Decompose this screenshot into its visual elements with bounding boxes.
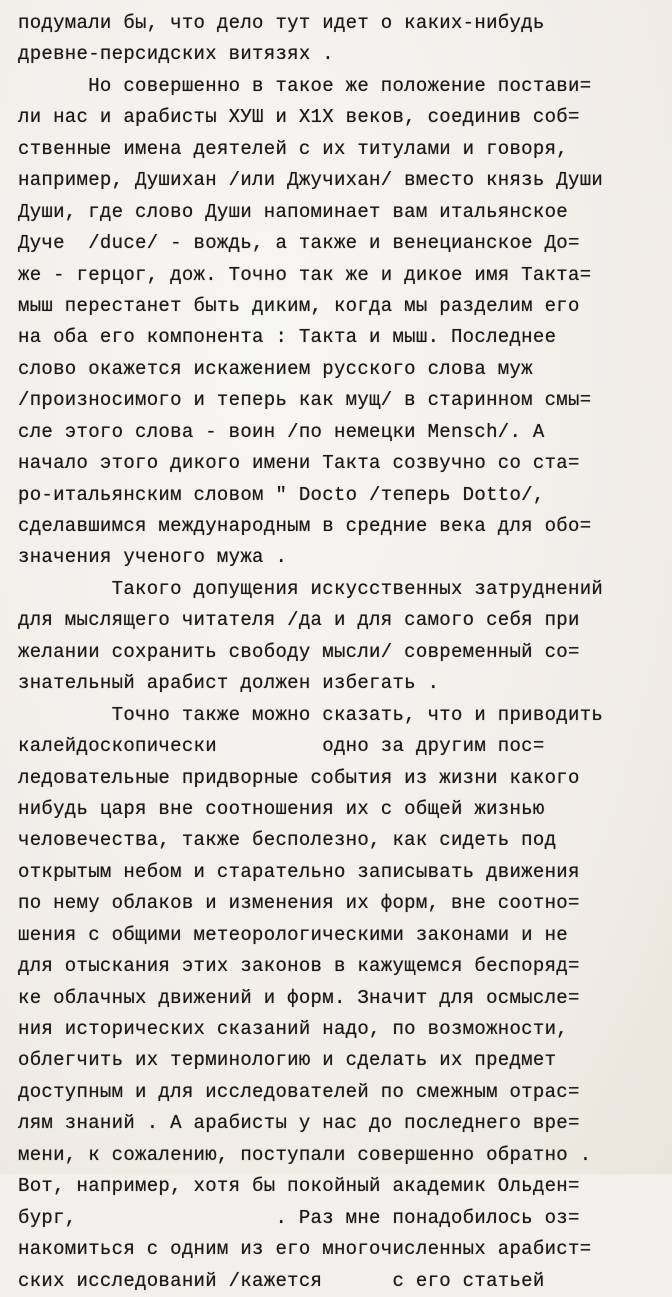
text-line: Дуче /duce/ - вождь, а также и венецианское До=: [18, 232, 580, 255]
text-line: мени, к сожалению, поступали совершенно обратно .: [18, 1143, 592, 1166]
text-line: ро-итальянским словом " Docto /теперь Dotto/,: [18, 483, 545, 506]
text-line: для отыскания этих законов в кажущемся беспоряд=: [18, 955, 580, 978]
text-line: слово окажется искажением русского слова муж: [18, 357, 533, 380]
text-line: знательный арабист должен избегать .: [18, 672, 440, 695]
text-line: бург, . Раз мне понадобилось оз=: [18, 1206, 580, 1229]
text-line: доступным и для исследователей по смежным отрас=: [18, 1080, 580, 1103]
text-line: на оба его компонента : Такта и мыш. Последнее: [18, 326, 557, 349]
text-line: значения ученого мужа .: [18, 546, 288, 569]
text-line: ственные имена деятелей с их титулами и говоря,: [18, 137, 568, 160]
text-line: калейдоскопически одно за другим пос=: [18, 735, 545, 758]
text-line: например, Душихан /или Джучихан/ вместо князь Души: [18, 169, 604, 192]
text-line: ли нас и арабисты ХУШ и Х1Х веков, соединив соб=: [18, 106, 580, 129]
text-line: по нему облаков и изменения их форм, вне соотно=: [18, 892, 580, 915]
text-line: Точно также можно сказать, что и приводить: [18, 703, 604, 726]
text-line: лям знаний . А арабисты у нас до последнего вре=: [18, 1112, 580, 1135]
text-line: /произносимого и теперь как мущ/ в старинном смы=: [18, 389, 592, 412]
text-line: Души, где слово Души напоминает вам итальянское: [18, 200, 568, 223]
text-line: начало этого дикого имени Такта созвучно со ста=: [18, 452, 580, 475]
text-line: нибудь царя вне соотношения их с общей жизнью: [18, 797, 545, 820]
page-text: [18, 8, 668, 1297]
text-line: человечества, также бесполезно, как сидеть под: [18, 829, 557, 852]
text-line: же - герцог, дож. Точно так же и дикое имя Такта=: [18, 263, 592, 286]
text-line: ледовательные придворные события из жизни какого: [18, 766, 580, 789]
text-line: сделавшимся международным в средние века для обо=: [18, 515, 592, 537]
text-line: ских исследований /кажется с его статьей: [18, 1269, 545, 1292]
text-line: подумали бы, что дело тут идет о каких-нибудь: [18, 12, 545, 34]
text-line: желании сохранить свободу мысли/ современный со=: [18, 640, 580, 663]
text-line: для мыслящего читателя /да и для самого себя при: [18, 609, 580, 632]
text-line: Такого допущения искусственных затруднений: [18, 577, 604, 600]
text-line: мыш перестанет быть диким, когда мы разделим его: [18, 294, 580, 317]
text-line: древне-персидских витязях .: [18, 43, 334, 66]
text-line: Вот, например, хотя бы покойный академик Ольден=: [18, 1175, 580, 1198]
text-line: облегчить их терминологию и сделать их предмет: [18, 1049, 557, 1072]
text-line: накомиться с одним из его многочисленных арабист=: [18, 1238, 592, 1261]
text-line: Но совершенно в такое же положение постави=: [18, 74, 592, 97]
text-line: сле этого слова - воин /по немецки Mensch/. А: [18, 420, 545, 443]
text-line: ке облачных движений и форм. Значит для осмысле=: [18, 986, 580, 1009]
text-line: шения с общими метеорологическими законами и не: [18, 923, 568, 946]
text-line: открытым небом и старательно записывать движения: [18, 860, 580, 883]
text-line: ния исторических сказаний надо, по возможности,: [18, 1018, 568, 1040]
